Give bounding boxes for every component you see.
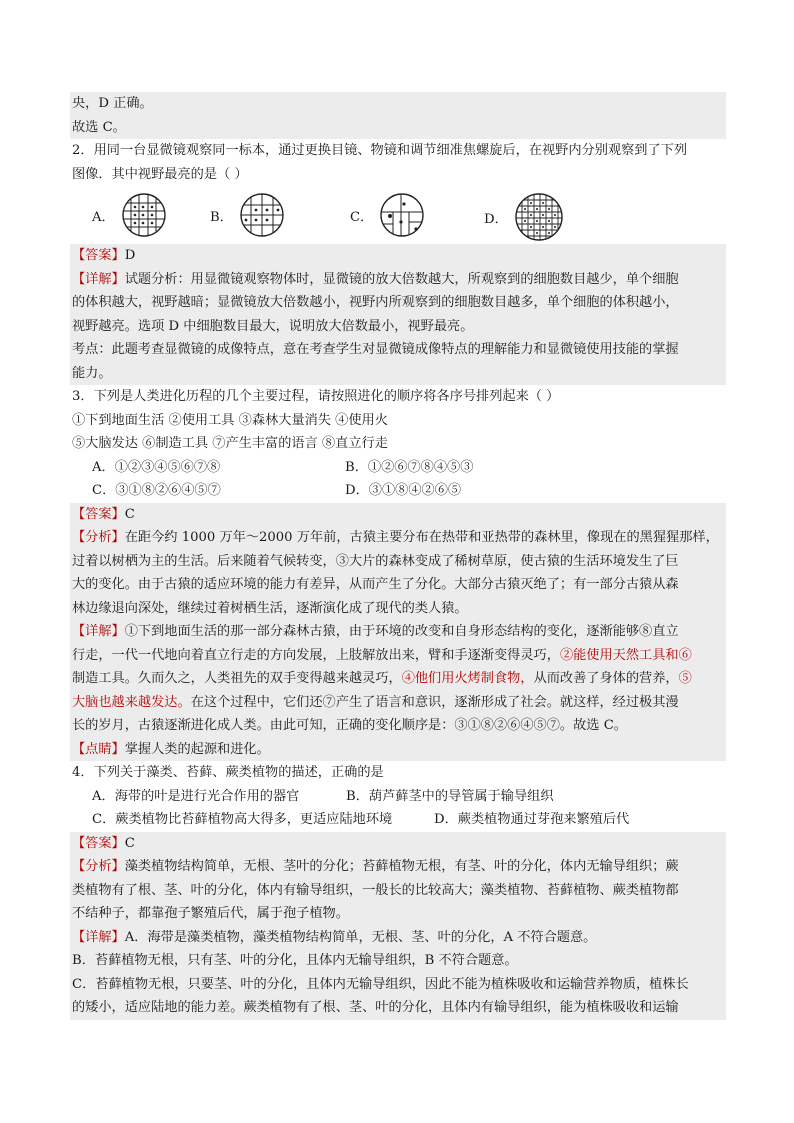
option-c [350,192,425,238]
text-line: 故选 C。 [70,116,726,140]
answer-value: C [124,506,135,522]
microscope-view-d-icon [514,192,564,242]
key-point-line: 能力。 [70,362,726,386]
analysis-line: 不结种子，都靠孢子繁殖后代，属于孢子植物。 [70,902,726,926]
option-label: C． [350,209,374,225]
detail-text: A．海带是藻类植物，藻类植物结构简单，无根、茎、叶的分化，A 不符合题意。 [124,929,597,945]
detail-text: 制造工具。久而久之，人类祖先的双手变得越来越灵巧， [72,671,402,686]
option-a [92,192,167,238]
detail-tag: 【详解】 [72,624,125,639]
detail-line: 长的岁月，古猿逐渐进化成人类。由此可知，正确的变化顺序是：③①⑧②⑥④⑤⑦。故选 C。 [70,714,726,738]
detail-text: 行走，一代一代地向着直立行走的方向发展，上肢解放出来，臂和手逐渐变得灵巧， [72,647,560,663]
option-a: A．海带的叶是进行光合作用的器官 [92,788,300,804]
option-b: B．葫芦藓茎中的导管属于输导组织 [346,788,554,804]
option-c: C．蕨类植物比苔藓植物高大得多，更适应陆地环境 [92,812,393,827]
analysis-line [70,526,726,550]
text-line: 央，D 正确。 [70,92,726,116]
microscope-view-a-icon [121,192,167,238]
analysis-line: 大的变化。由于古猿的适应环境的能力有差异，从而产生了分化。大部分古猿灭绝了；有一部分古猿从森 [70,573,726,597]
question-4-options [70,785,726,809]
option-b [210,192,285,238]
detail-text: 从而改善了身体的营养， [533,671,679,686]
detail-line [70,667,726,691]
detail-line [70,268,726,292]
answer-line [70,244,726,268]
question-3-options [70,456,726,480]
analysis-tag: 【分析】 [72,859,125,874]
analysis-line: 过着以树栖为主的生活。后来随着气候转变，③大片的森林变成了稀树草原，使古猿的生活环境发生了巨 [70,550,726,574]
analysis-text: 藻类植物结构简单，无根、茎叶的分化；苔藓植物无根，有茎、叶的分化，体内无输导组织；蕨 [124,859,679,874]
answer-tag: 【答案】 [72,248,125,263]
option-c: C．③①⑧②⑥④⑤⑦ [92,483,221,498]
option-label: D． [484,211,508,227]
detail-line: 的体积越大，视野越暗；显微镜放大倍数越小，视野内所观察到的细胞数目越多，单个细胞的体积越小， [70,291,726,315]
analysis-tag: 【分析】 [72,530,125,545]
question-3-stem: 3．下列是人类进化历程的几个主要过程，请按照进化的顺序将各序号排列起来（ ） [72,389,560,404]
detail-highlight: ④他们用火烤制食物， [401,671,534,686]
microscope-view-b-icon [239,192,285,238]
answer-line [70,832,726,856]
question-2-stem: 图像．其中视野最亮的是（ ） [72,166,248,182]
answer-value: D [124,248,136,263]
detail-text: 试题分析：用显微镜观察物体时，显微镜的放大倍数越大，所观察到的细胞数目越少，单个细胞 [124,271,679,287]
tip-text: 掌握人类的起源和进化。 [124,741,270,757]
option-label: A． [92,209,115,225]
analysis-line: 林边缘退向深处，继续过着树栖生活，逐渐演化成了现代的类人猿。 [70,597,726,621]
detail-line: 视野越亮。选项 D 中细胞数目最大，说明放大倍数最小，视野最亮。 [70,315,726,339]
detail-highlight: ②能使用天然工具和⑥ [559,647,692,663]
tip-line [70,738,726,762]
question-2-stem: 2．用同一台显微镜观察同一标本，通过更换目镜、物镜和调节细准焦螺旋后，在视野内分别观察到了下列 [72,143,688,158]
question-3-items: ⑤大脑发达 ⑥制造工具 ⑦产生丰富的语言 ⑧直立行走 [72,436,388,451]
option-b: B．①②⑥⑦⑧④⑤③ [345,459,474,475]
answer-line [70,503,726,527]
tip-tag: 【点睛】 [72,741,125,757]
detail-line [70,926,726,950]
option-label: B． [210,209,233,225]
answer-tag: 【答案】 [72,506,125,522]
detail-line [70,691,726,715]
document-page [70,92,726,1020]
question-2-options [70,192,726,238]
analysis-line: 类植物有了根、茎、叶的分化，体内有输导组织，一般长的比较高大；藻类植物、苔藓植物、蕨类植物都 [70,879,726,903]
detail-text: 在这个过程中，它们还⑦产生了语言和意识，逐渐形成了社会。就这样，经过极其漫 [190,694,679,710]
detail-line: B．苔藓植物无根，只有茎、叶的分化，且体内无输导组织，B 不符合题意。 [70,949,726,973]
detail-line [70,620,726,644]
detail-highlight: 大脑也越来越发达。 [72,694,191,710]
analysis-text: 在距今约 1000 万年～2000 万年前，古猿主要分布在热带和亚热带的森林里，像现在的黑猩猩那样， [124,530,719,545]
detail-highlight: ⑤ [678,671,692,686]
option-d: D．蕨类植物通过芽孢来繁殖后代 [434,812,630,827]
detail-tag: 【详解】 [72,271,125,287]
question-3-items: ①下到地面生活 ②使用工具 ③森林大量消失 ④使用火 [72,412,388,428]
question-4-stem: 4．下列关于藻类、苔藓、蕨类植物的描述，正确的是 [72,765,384,780]
answer-tag: 【答案】 [72,835,125,851]
detail-line [70,644,726,668]
option-d [484,192,564,242]
detail-line: 的矮小，适应陆地的能力差。蕨类植物有了根、茎、叶的分化，且体内有输导组织，能为植株吸收和运输 [70,996,726,1020]
key-point-line: 考点：此题考查显微镜的成像特点，意在考查学生对显微镜成像特点的理解能力和显微镜使用技能的掌握 [70,338,726,362]
question-4-options [70,808,726,832]
question-3-options [70,479,726,503]
option-d: D．③①⑧④②⑥⑤ [345,483,462,498]
analysis-line [70,855,726,879]
detail-tag: 【详解】 [72,929,125,945]
microscope-view-c-icon [379,192,425,238]
answer-value: C [124,835,135,851]
option-a: A．①②③④⑤⑥⑦⑧ [92,459,221,475]
detail-text: ①下到地面生活的那一部分森林古猿，由于环境的改变和自身形态结构的变化，逐渐能够⑧直立 [124,624,679,639]
detail-line: C．苔藓植物无根，只要茎、叶的分化，且体内无输导组织，因此不能为植株吸收和运输营养物质，植株长 [70,973,726,997]
